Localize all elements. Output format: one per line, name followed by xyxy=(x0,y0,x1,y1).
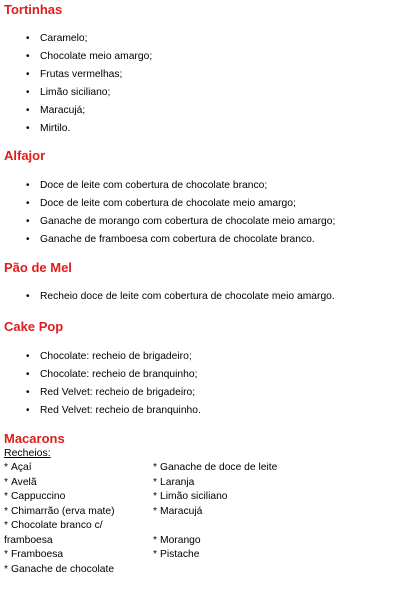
small-bullet-icon: * xyxy=(4,563,9,575)
heading-cake-pop: Cake Pop xyxy=(4,319,64,334)
heading-macarons: Macarons xyxy=(4,431,65,446)
list-item: * Limão siciliano xyxy=(153,490,277,505)
bullet-icon: • xyxy=(26,69,30,80)
bullet-icon: • xyxy=(26,351,30,362)
list-item: * Cappuccino xyxy=(4,490,115,505)
list-item: * Chimarrão (erva mate) xyxy=(4,505,115,520)
heading-alfajor: Alfajor xyxy=(4,148,46,163)
list-item: * Açaí xyxy=(4,461,115,476)
list-item-continuation: framboesa xyxy=(4,534,53,546)
bullet-icon: • xyxy=(26,405,30,416)
list-item: * Ganache de chocolate xyxy=(4,563,115,578)
bullet-icon: • xyxy=(26,291,30,302)
bullet-icon: • xyxy=(26,123,30,134)
list-item: * Pistache xyxy=(153,548,277,563)
recheios-right-column xyxy=(153,461,277,563)
small-bullet-icon: * xyxy=(4,491,9,502)
bullet-icon: • xyxy=(26,105,30,116)
list-item: * Framboesa xyxy=(4,548,115,563)
bullet-icon: • xyxy=(26,87,30,98)
small-bullet-icon: * xyxy=(4,549,9,560)
recheios-left-column xyxy=(4,461,115,577)
small-bullet-icon: * xyxy=(153,462,158,473)
list-item: * Chocolate branco c/ xyxy=(4,519,115,534)
heading-tortinhas: Tortinhas xyxy=(4,2,63,17)
document: Tortinhas • Caramelo; • Chocolate meio amargo; • Frutas vermelhas; • Limão siciliano; • Maracujá; • Mirtilo. Alfajor • Doce de leite com cobertura de chocolate branco; • Doce de leite com cobertura de chocolate meio amargo; • Ganache de morango com cobertura de chocolate meio amargo; • Ganache de framboesa com cobertura de chocolate branco. Pão de Mel • Recheio doce de leite com cobertura de chocolate meio amargo. Cake Pop • Chocolate: recheio de brigadeiro; • Chocolate: recheio de branquinho; • Red Velvet: recheio de brigadeiro; • Red Velvet: recheio de branquinho. Macarons Recheios: * Açaí * Avelã * Cappuccino * Chimarrão (erva mate) * Chocolate branco c/ framboesa * Framboesa * Ganache de chocolate * Ganache de doce de leite * Laranja * Limão siciliano * Maracujá * Morango * Pistache xyxy=(0,0,411,597)
small-bullet-icon: * xyxy=(153,549,158,560)
bullet-icon: • xyxy=(26,180,30,191)
small-bullet-icon: * xyxy=(153,534,158,546)
bullet-icon: • xyxy=(26,234,30,245)
recheios-label: Recheios: xyxy=(4,447,51,459)
small-bullet-icon: * xyxy=(4,462,9,473)
bullet-icon: • xyxy=(26,216,30,227)
bullet-icon: • xyxy=(26,33,30,44)
list-item: * Avelã xyxy=(4,476,115,491)
small-bullet-icon: * xyxy=(153,505,158,517)
bullet-icon: • xyxy=(26,369,30,380)
small-bullet-icon: * xyxy=(4,476,9,488)
list-item-spacer xyxy=(153,519,277,534)
small-bullet-icon: * xyxy=(153,476,158,488)
list-item: * Morango xyxy=(153,534,277,549)
small-bullet-icon: * xyxy=(153,491,158,502)
small-bullet-icon: * xyxy=(4,520,9,531)
bullet-icon: • xyxy=(26,51,30,62)
heading-pao-de-mel: Pão de Mel xyxy=(4,260,72,275)
bullet-icon: • xyxy=(26,198,30,209)
small-bullet-icon: * xyxy=(4,505,9,517)
list-item: * Ganache de doce de leite xyxy=(153,461,277,476)
list-item: * Laranja xyxy=(153,476,277,491)
bullet-icon: • xyxy=(26,387,30,398)
list-item: * Maracujá xyxy=(153,505,277,520)
